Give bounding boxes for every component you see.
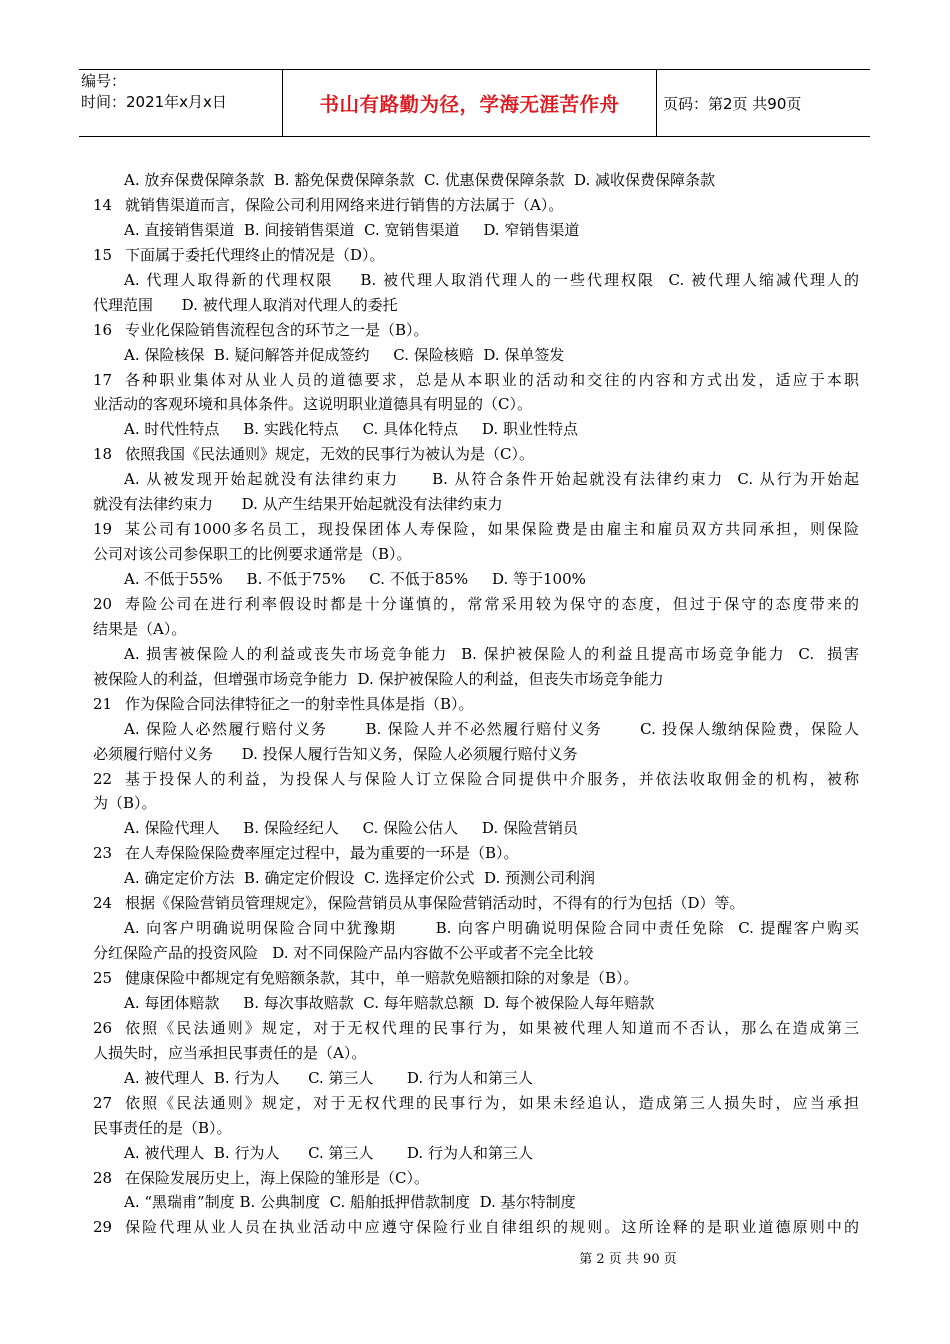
question-number: 21 [93,694,113,713]
line-text: A. 代理人取得新的代理权限 B. 被代理人取消代理人的一些代理权限 C. 被代理人缩减代理人的 [124,270,859,289]
question-line [93,1091,859,1116]
question-line [93,368,859,393]
page-footer: 第 2 页 共 90 页 [579,1252,677,1267]
question-line [93,966,859,991]
continuation-line [93,492,859,517]
question-number: 26 [93,1018,113,1037]
option-line [93,567,859,592]
line-text: A. 放弃保费保障条款 B. 豁免保费保障条款 C. 优惠保费保障条款 D. 减收保费保障条款 [124,171,716,189]
option-line [93,343,859,368]
line-text: 依照《民法通则》规定，对于无权代理的民事行为，如果被代理人知道而不否认，那么在造成第三 [125,1018,859,1037]
line-text: 就销售渠道而言，保险公司利用网络来进行销售的方法属于（A）。 [125,195,564,214]
question-line [93,1215,859,1240]
line-text: A. “黑瑞甫”制度 B. 公典制度 C. 船舶抵押借款制度 D. 基尔特制度 [124,1193,576,1212]
question-number: 16 [93,320,113,339]
question-line [93,1016,859,1041]
question-number: 14 [93,195,113,214]
option-line [93,417,859,442]
line-text: A. 被代理人 B. 行为人 C. 第三人 D. 行为人和第三人 [124,1068,533,1087]
question-number: 29 [93,1218,113,1237]
line-text: 就没有法律约束力 D. 从产生结果开始起就没有法律约束力 [93,495,503,514]
line-text: 根据《保险营销员管理规定》，保险营销员从事保险营销活动时，不得有的行为包括（D）等。 [125,894,745,913]
question-number: 25 [93,969,113,987]
line-text: 被保险人的利益，但增强市场竞争能力 D. 保护被保险人的利益，但丧失市场竞争能力 [93,669,664,688]
continuation-line [93,293,859,318]
document-date: 时间：2021年x月x日 [81,93,227,111]
option-line [93,1141,859,1166]
line-text: 保险代理从业人员在执业活动中应遵守保险行业自律组织的规则。这所诠释的是职业道德原则中的 [125,1218,859,1237]
continuation-line [93,392,859,417]
line-text: 公司对该公司参保职工的比例要求通常是（B）。 [93,545,412,564]
line-text: A. 被代理人 B. 行为人 C. 第三人 D. 行为人和第三人 [124,1143,533,1162]
line-text: 分红保险产品的投资风险 D. 对不同保险产品内容做不公平或者不完全比较 [93,944,594,963]
question-number: 28 [93,1168,113,1187]
line-text: 在人寿保险保险费率厘定过程中，最为重要的一环是（B）。 [125,844,519,863]
question-number: 24 [93,894,113,913]
line-text: 依照《民法通则》规定，对于无权代理的民事行为，如果未经追认，造成第三人损失时，应当承担 [125,1093,859,1112]
line-text: 必须履行赔付义务 D. 投保人履行告知义务，保险人必须履行赔付义务 [93,744,578,763]
line-text: 为（B）。 [93,794,157,813]
question-list [93,168,859,1240]
line-text: 人损失时，应当承担民事责任的是（A）。 [93,1043,367,1062]
option-line [93,916,859,941]
question-line [93,517,859,542]
line-text: 结果是（A）。 [93,619,187,638]
line-text: 某公司有1000多名员工，现投保团体人寿保险，如果保险费是由雇主和雇员双方共同承担，则保险 [125,520,859,539]
header-page-info: 页码：第2页 共90页 [663,94,802,113]
line-text: A. 时代性特点 B. 实践化特点 C. 具体化特点 D. 职业性特点 [124,420,578,439]
continuation-line [93,617,859,642]
header-motto: 书山有路勤为径，学海无涯苦作舟 [283,70,657,136]
line-text: A. 不低于55% B. 不低于75% C. 不低于85% D. 等于100% [124,570,586,588]
continuation-line [93,941,859,966]
question-number: 18 [93,445,113,464]
question-line [93,767,859,792]
continuation-line [93,1041,859,1066]
option-line [93,467,859,492]
line-text: 作为保险合同法律特征之一的射幸性具体是指（B）。 [125,694,474,713]
question-line [93,891,859,916]
question-number: 17 [93,370,113,389]
question-line [93,318,859,343]
option-line [93,218,859,243]
option-line [93,1066,859,1091]
line-text: A. 向客户明确说明保险合同中犹豫期 B. 向客户明确说明保险合同中责任免除 C. 提醒客户购买 [124,919,859,938]
option-line [93,816,859,841]
line-text: 民事责任的是（B）。 [93,1118,232,1137]
line-text: 专业化保险销售流程包含的环节之一是（B）。 [125,320,429,339]
line-text: 基于投保人的利益，为投保人与保险人订立保险合同提供中介服务，并依法收取佣金的机构，被称 [125,769,859,788]
line-text: 各种职业集体对从业人员的道德要求，总是从本职业的活动和交往的内容和方式出发，适应于本职 [125,370,859,389]
header-meta [79,70,283,136]
line-text: A. 确定定价方法 B. 确定定价假设 C. 选择定价公式 D. 预测公司利润 [124,869,596,888]
question-number: 23 [93,844,113,863]
question-line [93,592,859,617]
line-text: A. 损害被保险人的利益或丧失市场竞争能力 B. 保护被保险人的利益且提高市场竞争能力 C. 损害 [124,644,859,663]
line-text: 健康保险中都规定有免赔额条款，其中，单一赔款免赔额扣除的对象是（B）。 [125,969,639,987]
continuation-line [93,667,859,692]
question-number: 27 [93,1093,113,1112]
question-number: 22 [93,769,113,788]
line-text: A. 保险代理人 B. 保险经纪人 C. 保险公估人 D. 保险营销员 [124,819,578,838]
option-line [93,717,859,742]
line-text: 在保险发展历史上，海上保险的雏形是（C）。 [125,1168,429,1187]
line-text: A. 保险人必然履行赔付义务 B. 保险人并不必然履行赔付义务 C. 投保人缴纳保险费，保险人 [124,719,859,738]
question-number: 19 [93,520,113,539]
document-number-label: 编号： [81,72,127,90]
question-line [93,243,859,268]
line-text: A. 每团体赔款 B. 每次事故赔款 C. 每年赔款总额 D. 每个被保险人每年赔款 [124,993,655,1012]
continuation-line [93,791,859,816]
question-line [93,692,859,717]
question-line [93,841,859,866]
continuation-line [93,542,859,567]
question-line [93,442,859,467]
line-text: A. 直接销售渠道 B. 间接销售渠道 C. 宽销售渠道 D. 窄销售渠道 [124,220,580,239]
continuation-line [93,1116,859,1141]
line-text: A. 从被发现开始起就没有法律约束力 B. 从符合条件开始起就没有法律约束力 C. 从行为开始起 [124,470,859,489]
line-text: A. 保险核保 B. 疑问解答并促成签约 C. 保险核赔 D. 保单签发 [124,345,565,364]
line-text: 代理范围 D. 被代理人取消对代理人的委托 [93,295,398,314]
option-line [93,866,859,891]
question-number: 15 [93,245,113,264]
line-text: 下面属于委托代理终止的情况是（D）。 [125,245,385,264]
option-line [93,991,859,1016]
line-text: 业活动的客观环境和具体条件。这说明职业道德具有明显的（C）。 [93,395,532,414]
page-header [79,69,870,137]
line-text: 依照我国《民法通则》规定，无效的民事行为被认为是（C）。 [125,445,534,464]
question-line [93,193,859,218]
option-line [93,168,859,193]
line-text: 寿险公司在进行利率假设时都是十分谨慎的，常常采用较为保守的态度，但过于保守的态度带来的 [125,594,859,613]
question-line [93,1166,859,1191]
continuation-line [93,742,859,767]
option-line [93,268,859,293]
option-line [93,1190,859,1215]
question-number: 20 [93,594,113,613]
option-line [93,642,859,667]
